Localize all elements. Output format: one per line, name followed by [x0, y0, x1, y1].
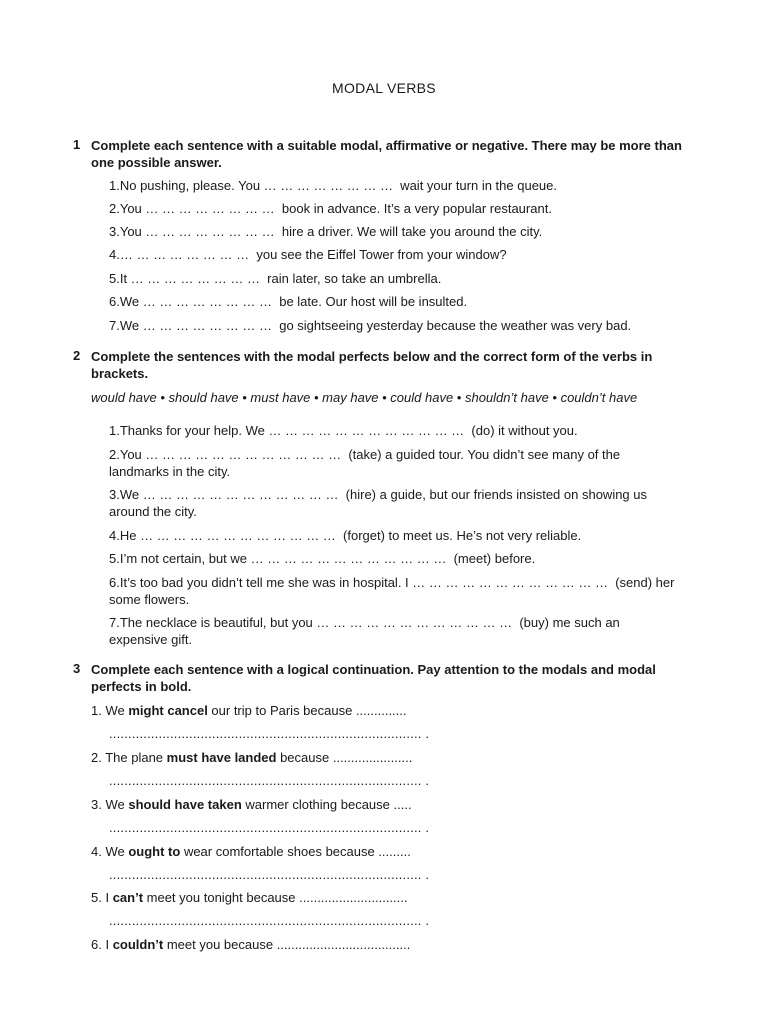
exercise-instruction: Complete each sentence with a logical continuation. Pay attention to the modals and modal perfects in bold. [91, 662, 656, 694]
exercise-1-item: 3.You … … … … … … … … hire a driver. We will take you around the city. [109, 224, 543, 239]
exercise-3-item: 1. We might cancel our trip to Paris because .............. .................................................................................. . [91, 702, 691, 742]
answer-line: .................................................................................. . [109, 913, 430, 928]
word-bank: would have • should have • must have • may have • could have • shouldn’t have • couldn’t have [91, 390, 638, 405]
bold-modal: ought to [128, 844, 181, 859]
exercise-1-item: 7.We … … … … … … … … go sightseeing yesterday because the weather was very bad. [109, 318, 632, 333]
exercise-3-item: 4. We ought to wear comfortable shoes because ......... .................................................................................. . [91, 843, 691, 883]
exercise-2-item: 6.It’s too bad you didn’t tell me she was in hospital. I … … … … … … … … … … … … (send) her some flowers. [109, 575, 679, 607]
exercise-3-item: 6. I couldn’t meet you because ..................................... [91, 937, 411, 952]
answer-line: .................................................................................. . [109, 820, 430, 835]
exercise-number: 1 [73, 137, 81, 152]
page-title: MODAL VERBS [332, 80, 436, 96]
exercise-2-item: 5.I’m not certain, but we … … … … … … … … … … … … (meet) before. [109, 551, 536, 566]
exercise-2-item: 3.We … … … … … … … … … … … … (hire) a guide, but our friends insisted on showing us around the city. [109, 487, 651, 519]
answer-line: .................................................................................. . [109, 867, 430, 882]
exercise-1-item: 4.… … … … … … … … you see the Eiffel Tower from your window? [109, 247, 507, 262]
bold-modal: must have landed [166, 750, 277, 765]
exercise-1-item: 5.It … … … … … … … … rain later, so take an umbrella. [109, 271, 442, 286]
answer-line: .................................................................................. . [109, 726, 430, 741]
exercise-2-item: 4.He … … … … … … … … … … … … (forget) to meet us. He’s not very reliable. [109, 528, 582, 543]
exercise-number: 2 [73, 348, 81, 363]
bold-modal: should have taken [128, 797, 242, 812]
exercise-2-item: 1.Thanks for your help. We … … … … … … … … … … … … (do) it without you. [109, 423, 578, 438]
exercise-2-item: 7.The necklace is beautiful, but you … … … … … … … … … … … … (buy) me such an expensive gift. [109, 615, 624, 647]
answer-line: .................................................................................. . [109, 773, 430, 788]
exercise-3-item: 5. I can’t meet you tonight because .............................. .................................................................................. . [91, 889, 691, 929]
exercise-instruction: Complete the sentences with the modal perfects below and the correct form of the verbs in brackets. [91, 349, 653, 381]
exercise-3-item: 3. We should have taken warmer clothing because ..... .................................................................................. . [91, 796, 691, 836]
bold-modal: couldn’t [112, 937, 164, 952]
exercise-3-item: 2. The plane must have landed because ...................... .................................................................................. . [91, 749, 691, 789]
exercise-instruction: Complete each sentence with a suitable modal, affirmative or negative. There may be more than one possible answer. [91, 138, 682, 170]
exercise-1-item: 6.We … … … … … … … … be late. Our host will be insulted. [109, 294, 468, 309]
exercise-2-item: 2.You … … … … … … … … … … … … (take) a guided tour. You didn’t see many of the landmarks in the city. [109, 447, 624, 479]
exercise-1-item: 1.No pushing, please. You … … … … … … … … wait your turn in the queue. [109, 178, 558, 193]
exercise-number: 3 [73, 661, 81, 676]
exercise-1-item: 2.You … … … … … … … … book in advance. It’s a very popular restaurant. [109, 201, 552, 216]
bold-modal: can’t [112, 890, 144, 905]
bold-modal: might cancel [128, 703, 208, 718]
